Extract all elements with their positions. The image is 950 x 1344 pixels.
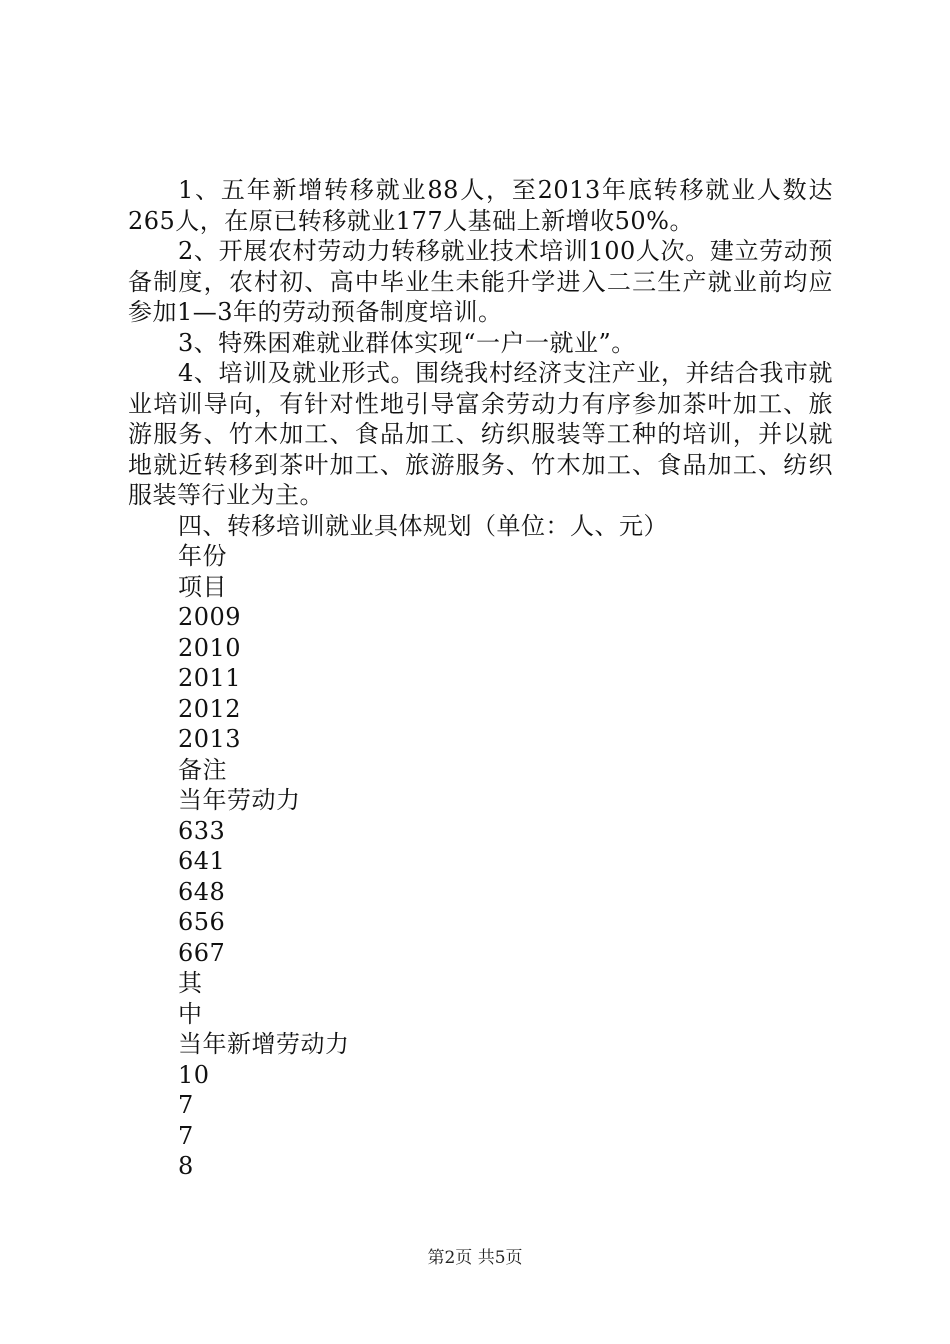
table-line: 8 — [178, 1152, 194, 1180]
table-line: 7 — [178, 1091, 194, 1119]
table-line: 年份 — [178, 542, 227, 570]
table-text-lines — [128, 541, 833, 1182]
table-line: 其 — [178, 969, 203, 997]
page-footer: 第2页 共5页 — [427, 1248, 523, 1268]
table-line: 2010 — [178, 633, 242, 662]
table-line: 633 — [178, 816, 226, 845]
paragraph-4: 4、培训及就业形式。围绕我村经济支注产业，并结合我市就业培训导向，有针对性地引导富余劳动力有序参加茶叶加工、旅游服务、竹木加工、食品加工、纺织服装等工种的培训，并以就地就近转移到茶叶加工、旅游服务、竹木加工、食品加工、纺织服装等行业为主。 — [128, 359, 833, 509]
section-heading: 四、转移培训就业具体规划（单位：人、元） — [178, 511, 668, 540]
paragraph-1: 1、五年新增转移就业88人，至2013年底转移就业人数达265人，在原已转移就业177人基础上新增收50%。 — [128, 176, 833, 235]
table-line: 656 — [178, 908, 226, 936]
table-line: 项目 — [178, 572, 227, 601]
document-body — [128, 175, 833, 1182]
paragraph-3: 3、特殊困难就业群体实现“一户一就业”。 — [178, 328, 636, 357]
table-line: 7 — [178, 1121, 194, 1150]
table-line: 2013 — [178, 725, 242, 753]
table-line: 2009 — [178, 603, 242, 631]
table-line: 2011 — [178, 664, 242, 692]
table-line: 当年劳动力 — [178, 786, 301, 814]
table-line: 中 — [178, 999, 203, 1028]
table-line: 2012 — [178, 694, 242, 723]
table-line: 备注 — [178, 755, 227, 784]
table-line: 648 — [178, 877, 226, 906]
table-line: 641 — [178, 847, 226, 875]
table-line: 当年新增劳动力 — [178, 1030, 350, 1058]
table-line: 667 — [178, 938, 226, 967]
paragraph-2: 2、开展农村劳动力转移就业技术培训100人次。建立劳动预备制度，农村初、高中毕业生未能升学进入二三生产就业前均应参加1—3年的劳动预备制度培训。 — [128, 237, 833, 326]
table-line: 10 — [178, 1060, 210, 1089]
